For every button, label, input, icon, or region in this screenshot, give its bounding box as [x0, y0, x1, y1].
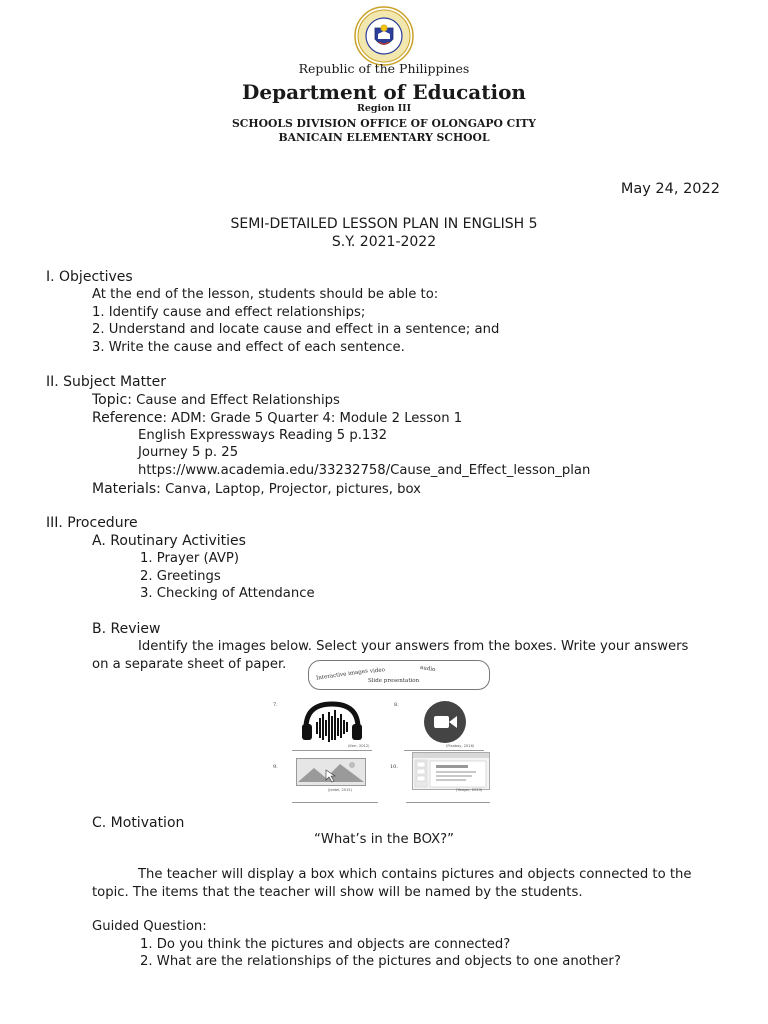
choice-slide-presentation: Slide presentation: [368, 678, 420, 684]
headphones-audio-icon: [294, 698, 370, 744]
motivation-text: topic. The items that the teacher will show will be named by the students.: [92, 885, 583, 900]
review-figure: [270, 660, 502, 808]
routinary-item: 1. Prayer (AVP): [140, 551, 239, 566]
item-number: 10.: [390, 764, 398, 770]
region-line: Region III: [356, 103, 412, 114]
answer-line: [406, 802, 490, 803]
image-caption: (Kerr, 2012): [348, 744, 370, 748]
objectives-intro: At the end of the lesson, students should be able to:: [92, 287, 439, 302]
topic-label: Topic:: [92, 392, 132, 408]
seal-icon: [354, 6, 414, 66]
objective-item: 1. Identify cause and effect relationships;: [92, 305, 366, 320]
item-number: 7.: [273, 702, 278, 708]
guided-question: 1. Do you think the pictures and objects are connected?: [140, 937, 511, 952]
reference-extra: English Expressways Reading 5 p.132: [138, 428, 388, 443]
motivation-text: The teacher will display a box which contains pictures and objects connected to the: [138, 867, 692, 882]
materials-label: Materials:: [92, 481, 161, 497]
answer-line: [404, 750, 484, 751]
reference-value: : ADM: Grade 5 Quarter 4: Module 2 Lesson 1: [162, 411, 463, 426]
republic-line: Republic of the Philippines: [298, 61, 470, 76]
choice-audio: audio: [419, 664, 436, 674]
department-title: Department of Education: [242, 80, 526, 104]
materials-line: [92, 481, 421, 498]
choice-interactive-images: Interactive images: [315, 668, 369, 682]
reference-line: [92, 410, 462, 427]
routinary-heading: A. Routinary Activities: [92, 533, 246, 549]
objective-item: 2. Understand and locate cause and effect in a sentence; and: [92, 322, 500, 337]
procedure-heading: III. Procedure: [46, 515, 138, 531]
image-caption: (Yeager, 2013): [456, 788, 483, 792]
motivation-title: “What’s in the BOX?”: [313, 832, 454, 847]
routinary-item: 2. Greetings: [140, 569, 221, 584]
answer-line: [292, 750, 372, 751]
school-year: S.Y. 2021-2022: [331, 234, 437, 250]
item-7-image: [294, 698, 370, 744]
lesson-date: May 24, 2022: [620, 181, 720, 197]
item-number: 9.: [273, 764, 278, 770]
subject-matter-heading: II. Subject Matter: [46, 374, 166, 390]
item-8-image: [422, 700, 468, 744]
review-text: Identify the images below. Select your answers from the boxes. Write your answers: [138, 639, 689, 654]
routinary-item: 3. Checking of Attendance: [140, 586, 315, 601]
image-caption: (Jeidel, 2015): [328, 788, 352, 792]
materials-value: Canva, Laptop, Projector, pictures, box: [160, 482, 421, 497]
video-camera-icon: [422, 700, 468, 744]
interactive-image-icon: [296, 758, 366, 786]
school-line: BANICAIN ELEMENTARY SCHOOL: [278, 131, 490, 144]
answer-line: [292, 802, 378, 803]
image-caption: (Pixabay, 2016): [446, 744, 475, 748]
choice-video: video: [369, 667, 386, 675]
guided-question: 2. What are the relationships of the pictures and objects to one another?: [140, 954, 621, 969]
review-text: on a separate sheet of paper.: [92, 657, 287, 672]
topic-line: [92, 392, 340, 409]
review-heading: B. Review: [92, 621, 161, 637]
topic-value: Cause and Effect Relationships: [131, 393, 340, 408]
reference-url: https://www.academia.edu/33232758/Cause_and_Effect_lesson_plan: [138, 463, 591, 478]
objectives-heading: I. Objectives: [46, 269, 133, 285]
objective-item: 3. Write the cause and effect of each sentence.: [92, 340, 405, 355]
division-line: SCHOOLS DIVISION OFFICE OF OLONGAPO CITY: [231, 117, 536, 130]
item-number: 8.: [394, 702, 399, 708]
lesson-title: SEMI-DETAILED LESSON PLAN IN ENGLISH 5: [230, 216, 538, 232]
item-9-image: [296, 758, 366, 786]
motivation-heading: C. Motivation: [92, 815, 185, 831]
item-10-image: [412, 752, 490, 790]
reference-label: Reference: [92, 410, 163, 426]
guided-question-label: Guided Question:: [92, 919, 207, 934]
reference-extra: Journey 5 p. 25: [138, 445, 239, 460]
deped-seal: [354, 6, 414, 66]
slide-presentation-icon: [412, 752, 490, 790]
